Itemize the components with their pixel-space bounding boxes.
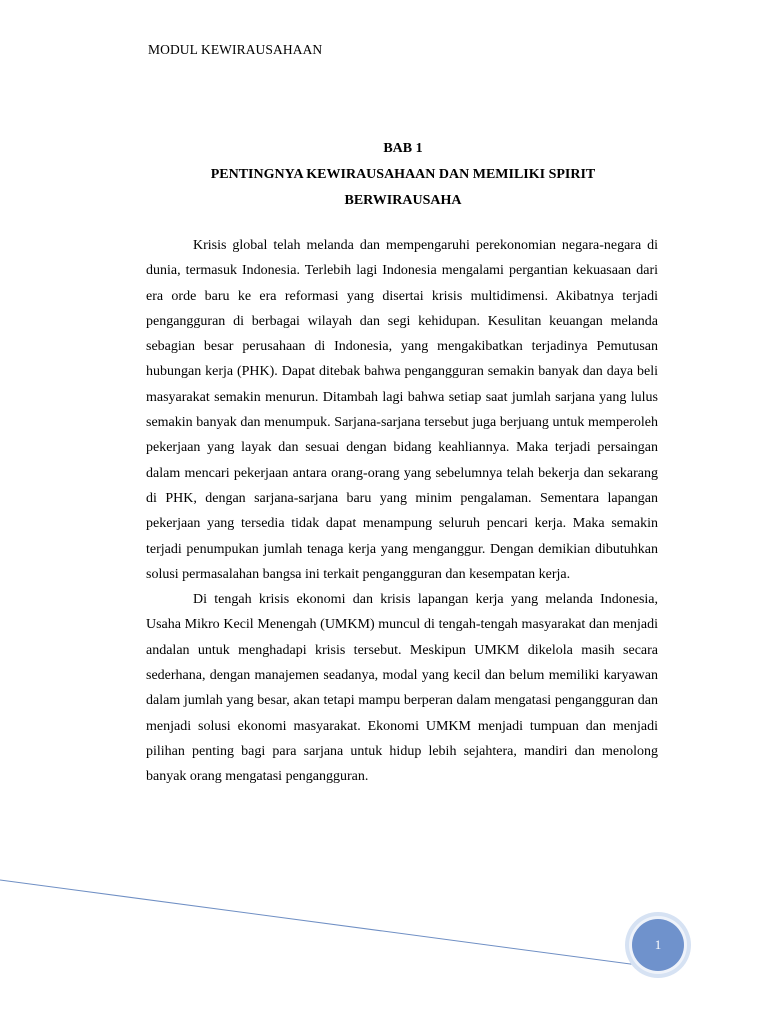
chapter-title-line-1: PENTINGNYA KEWIRAUSAHAAN DAN MEMILIKI SPIRIT xyxy=(210,167,596,182)
page-number: 1 xyxy=(654,937,662,952)
chapter-heading xyxy=(148,136,658,214)
body-text xyxy=(146,233,658,790)
paragraph: Krisis global telah melanda dan mempengaruhi perekonomian negara-negara di dunia, termasuk Indonesia. Terlebih lagi Indonesia mengalami pergantian kekuasaan dari era orde baru ke era reformasi yang disertai krisis multidimensi. Akibatnya terjadi pengangguran di berbagai wilayah dan segi kehidupan. Kesulitan keuangan melanda sebagian besar perusahaan di Indonesia, yang mengakibatkan terjadinya Pemutusan hubungan kerja (PHK). Dapat ditebak bahwa pengangguran semakin banyak dan daya beli masyarakat semakin menurun. Ditambah lagi bahwa setiap saat jumlah sarjana yang lulus semakin banyak dan menumpuk. Sarjana-sarjana tersebut juga berjuang untuk memperoleh pekerjaan yang layak dan sesuai dengan bidang keahliannya. Maka terjadi persaingan dalam mencari pekerjaan antara orang-orang yang sebelumnya telah bekerja dan sekarang di PHK, dengan sarjana-sarjana baru yang minim pengalaman. Sementara lapangan pekerjaan yang tersedia tidak dapat menampung seluruh pencari kerja. Maka semakin terjadi penumpukan jumlah tenaga kerja yang menganggur. Dengan demikian dibutuhkan solusi permasalahan bangsa ini terkait pengangguran dan kesempatan kerja. xyxy=(146,238,658,582)
chapter-label: BAB 1 xyxy=(383,141,423,156)
running-header: MODUL KEWIRAUSAHAAN xyxy=(148,42,323,57)
chapter-title-line-2: BERWIRAUSAHA xyxy=(344,193,462,208)
paragraph: Di tengah krisis ekonomi dan krisis lapangan kerja yang melanda Indonesia, Usaha Mikro Kecil Menengah (UMKM) muncul di tengah-tengah masyarakat dan menjadi andalan untuk menghadapi krisis tersebut. Meskipun UMKM dikelola masih secara sederhana, dengan manajemen seadanya, modal yang kecil dan belum memiliki karyawan dalam jumlah yang besar, akan tetapi mampu berperan dalam mengatasi pengangguran dan menjadi solusi ekonomi masyarakat. Ekonomi UMKM menjadi tumpuan dan menjadi pilihan penting bagi para sarjana untuk hidup lebih sejahtera, mandiri dan menolong banyak orang mengatasi pengangguran. xyxy=(146,592,658,785)
